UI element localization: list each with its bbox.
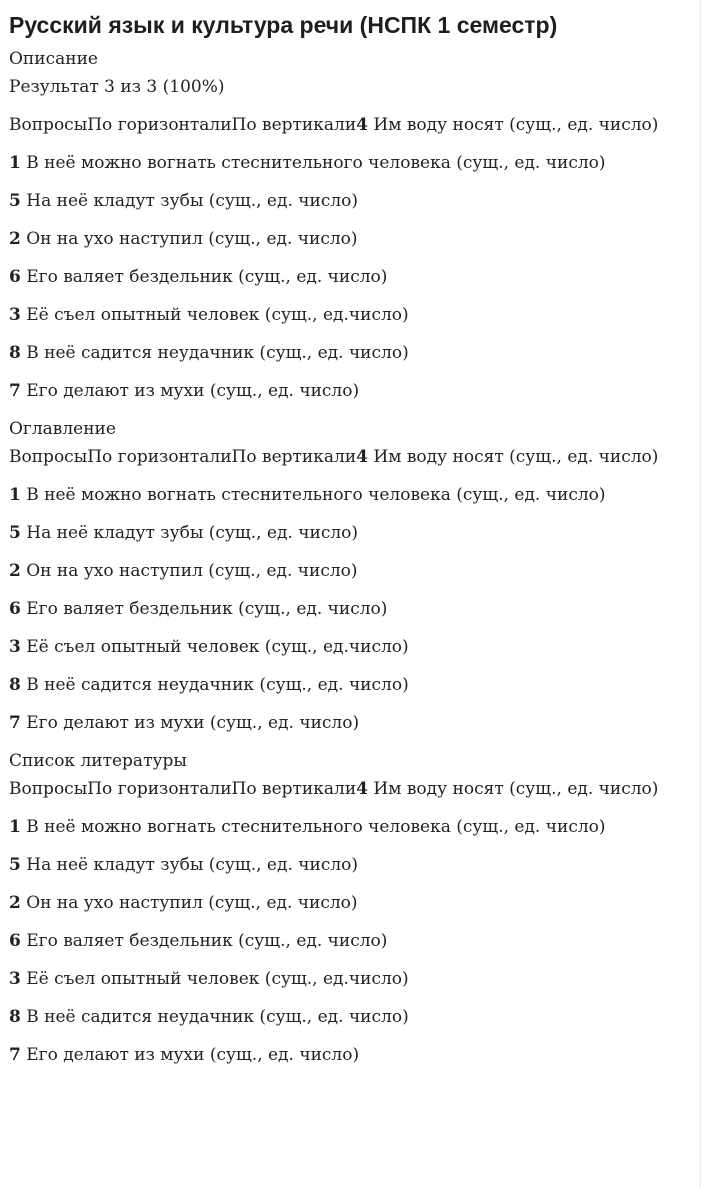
question-text: На неё кладут зубы (сущ., ед. число) bbox=[20, 523, 359, 543]
question-number: 4 bbox=[356, 779, 368, 799]
result-score: Результат 3 из 3 (100%) bbox=[9, 77, 225, 97]
section-label: Оглавление bbox=[9, 419, 116, 439]
question-item bbox=[9, 813, 678, 841]
question-text: Её съел опытный человек (сущ., ед.число) bbox=[20, 637, 409, 657]
question-item bbox=[9, 519, 678, 547]
question-number: 5 bbox=[9, 523, 21, 543]
question-number: 8 bbox=[9, 1007, 21, 1027]
question-number: 1 bbox=[9, 153, 21, 173]
question-item bbox=[9, 263, 678, 291]
question-item bbox=[9, 671, 678, 699]
section-bibliography bbox=[9, 747, 678, 1069]
question-item bbox=[9, 709, 678, 737]
question-number: 4 bbox=[356, 115, 368, 135]
question-number: 4 bbox=[356, 447, 368, 467]
question-text: Им воду носят (сущ., ед. число) bbox=[368, 779, 659, 799]
question-number: 1 bbox=[9, 817, 21, 837]
question-item bbox=[9, 633, 678, 661]
question-item bbox=[9, 301, 678, 329]
question-item bbox=[9, 1041, 678, 1069]
question-text: На неё кладут зубы (сущ., ед. число) bbox=[20, 855, 359, 875]
question-text: Его валяет бездельник (сущ., ед. число) bbox=[20, 931, 388, 951]
question-item bbox=[9, 889, 678, 917]
question-number: 8 bbox=[9, 675, 21, 695]
question-item bbox=[9, 225, 678, 253]
question-number: 5 bbox=[9, 191, 21, 211]
question-number: 6 bbox=[9, 931, 21, 951]
question-number: 3 bbox=[9, 305, 21, 325]
question-text: Её съел опытный человек (сущ., ед.число) bbox=[20, 969, 409, 989]
question-item bbox=[9, 377, 678, 405]
question-text: В неё можно вогнать стеснительного человека (сущ., ед. число) bbox=[20, 153, 606, 173]
question-number: 3 bbox=[9, 969, 21, 989]
question-text: Его делают из мухи (сущ., ед. число) bbox=[20, 381, 360, 401]
question-number: 5 bbox=[9, 855, 21, 875]
question-item bbox=[9, 187, 678, 215]
question-text: Его валяет бездельник (сущ., ед. число) bbox=[20, 599, 388, 619]
question-number: 7 bbox=[9, 713, 21, 733]
question-number: 7 bbox=[9, 1045, 21, 1065]
question-text: Его делают из мухи (сущ., ед. число) bbox=[20, 1045, 360, 1065]
question-text: В неё садится неудачник (сущ., ед. число) bbox=[20, 343, 409, 363]
question-item bbox=[9, 595, 678, 623]
question-number: 2 bbox=[9, 229, 21, 249]
question-text: Он на ухо наступил (сущ., ед. число) bbox=[20, 229, 358, 249]
question-item bbox=[9, 557, 678, 585]
question-number: 6 bbox=[9, 267, 21, 287]
section-label: Список литературы bbox=[9, 751, 187, 771]
question-number: 3 bbox=[9, 637, 21, 657]
questions-intro bbox=[9, 443, 678, 471]
question-item bbox=[9, 149, 678, 177]
question-item bbox=[9, 851, 678, 879]
intro-prefix: ВопросыПо горизонталиПо вертикали bbox=[9, 779, 357, 799]
question-text: В неё садится неудачник (сущ., ед. число) bbox=[20, 675, 409, 695]
questions-intro bbox=[9, 111, 678, 139]
question-text: На неё кладут зубы (сущ., ед. число) bbox=[20, 191, 359, 211]
page-title: Русский язык и культура речи (НСПК 1 семестр) bbox=[9, 12, 558, 38]
question-text: Он на ухо наступил (сущ., ед. число) bbox=[20, 893, 358, 913]
intro-prefix: ВопросыПо горизонталиПо вертикали bbox=[9, 115, 357, 135]
question-item bbox=[9, 339, 678, 367]
question-number: 1 bbox=[9, 485, 21, 505]
intro-prefix: ВопросыПо горизонталиПо вертикали bbox=[9, 447, 357, 467]
question-number: 7 bbox=[9, 381, 21, 401]
question-text: В неё садится неудачник (сущ., ед. число) bbox=[20, 1007, 409, 1027]
question-item bbox=[9, 927, 678, 955]
question-text: В неё можно вогнать стеснительного человека (сущ., ед. число) bbox=[20, 817, 606, 837]
question-number: 6 bbox=[9, 599, 21, 619]
question-text: Он на ухо наступил (сущ., ед. число) bbox=[20, 561, 358, 581]
question-text: В неё можно вогнать стеснительного человека (сущ., ед. число) bbox=[20, 485, 606, 505]
question-text: Им воду носят (сущ., ед. число) bbox=[368, 115, 659, 135]
section-description bbox=[9, 45, 678, 405]
question-text: Его делают из мухи (сущ., ед. число) bbox=[20, 713, 360, 733]
question-number: 2 bbox=[9, 893, 21, 913]
question-text: Его валяет бездельник (сущ., ед. число) bbox=[20, 267, 388, 287]
question-item bbox=[9, 965, 678, 993]
question-number: 2 bbox=[9, 561, 21, 581]
question-item bbox=[9, 481, 678, 509]
question-text: Им воду носят (сущ., ед. число) bbox=[368, 447, 659, 467]
question-text: Её съел опытный человек (сущ., ед.число) bbox=[20, 305, 409, 325]
question-item bbox=[9, 1003, 678, 1031]
section-contents bbox=[9, 415, 678, 737]
questions-intro bbox=[9, 775, 678, 803]
question-number: 8 bbox=[9, 343, 21, 363]
section-label: Описание bbox=[9, 49, 98, 69]
